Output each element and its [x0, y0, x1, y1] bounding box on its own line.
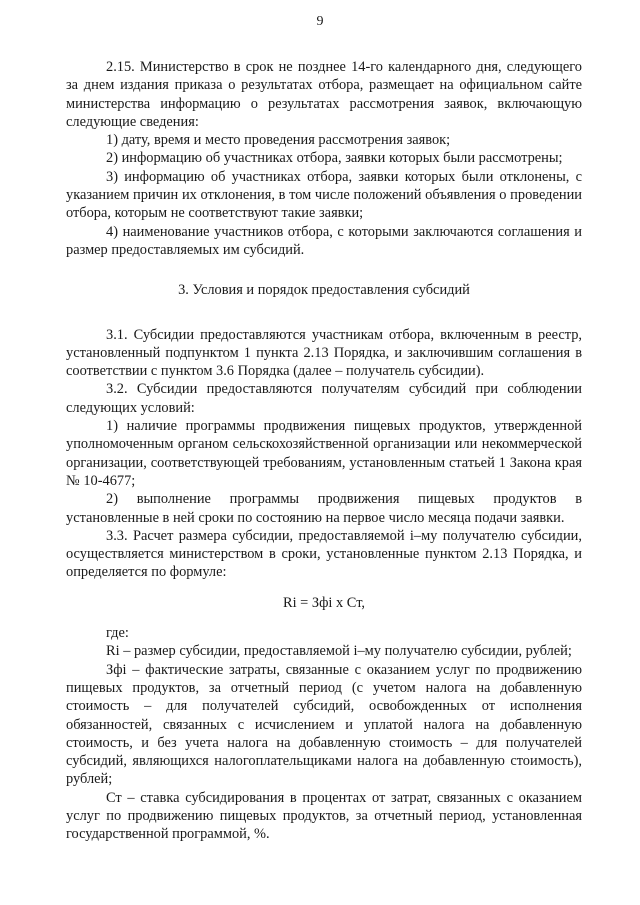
- list-item: 1) наличие программы продвижения пищевых продуктов, утвержденной уполномоченным органом сельскохозяйственной организации или некоммерческой организации, соответствующей требованиям, установленным статьей 1 Закона края № 10-4677;: [66, 418, 582, 489]
- definition-item: Зфi – фактические затраты, связанные с оказанием услуг по продвижению пищевых продуктов, за отчетный период (с учетом налога на добавленную стоимость – для получателей субсидий, освобожденных от исполнения обязанностей, связанных с исчислением и уплатой налога на добавленную стоимость, и без учета налога на добавленную стоимость – для получателей субсидий, являющихся налогоплательщиками налога на добавленную стоимость), рублей;: [66, 661, 582, 788]
- paragraph-3-3: 3.3. Расчет размера субсидии, предоставляемой i–му получателю субсидии, осуществляется министерством в сроки, установленные пунктом 2.13 Порядка, и определяется по формуле:: [66, 527, 582, 581]
- formula: Ri = Зфi х Ст,: [282, 594, 366, 611]
- paragraph-3-2: 3.2. Субсидии предоставляются получателям субсидий при соблюдении следующих условий:: [66, 381, 582, 416]
- where-label: где:: [106, 625, 129, 642]
- page-number: 9: [316, 14, 324, 29]
- paragraph-3-1: 3.1. Субсидии предоставляются участникам отбора, включенным в реестр, установленный подпунктом 1 пункта 2.13 Порядка, и заключившим соглашения в соответствии с пунктом 3.6 Порядка (далее – получатель субсидии).: [66, 326, 582, 380]
- document-body: [66, 58, 582, 844]
- spacer: [66, 300, 582, 326]
- list-item: 1) дату, время и место проведения рассмотрения заявок;: [106, 132, 451, 149]
- list-item: 3) информацию об участниках отбора, заявки которых были отклонены, с указанием причин их отклонения, в том числе положений объявления о проведении отбора, которым не соответствуют такие заявки;: [66, 168, 582, 222]
- list-item: 4) наименование участников отбора, с которыми заключаются соглашения и размер предоставляемых им субсидий.: [66, 223, 582, 258]
- spacer: [66, 259, 582, 281]
- section-heading: 3. Условия и порядок предоставления субсидий: [178, 282, 470, 299]
- list-item: 2) информацию об участниках отбора, заявки которых были рассмотрены;: [106, 150, 563, 167]
- definition-item: Ri – размер субсидии, предоставляемой i–му получателю субсидии, рублей;: [106, 643, 572, 660]
- list-item: 2) выполнение программы продвижения пищевых продуктов в установленные в ней сроки по состоянию на первое число месяца подачи заявки.: [66, 491, 582, 526]
- paragraph-2-15: 2.15. Министерство в срок не позднее 14-го календарного дня, следующего за днем издания приказа о результатах отбора, размещает на официальном сайте министерства информацию о результатах рассмотрения заявок, включающую следующие сведения:: [66, 59, 582, 130]
- definition-item: Ст – ставка субсидирования в процентах от затрат, связанных с оказанием услуг по продвижению пищевых продуктов, за отчетный период, установленная государственной программой, %.: [66, 789, 582, 843]
